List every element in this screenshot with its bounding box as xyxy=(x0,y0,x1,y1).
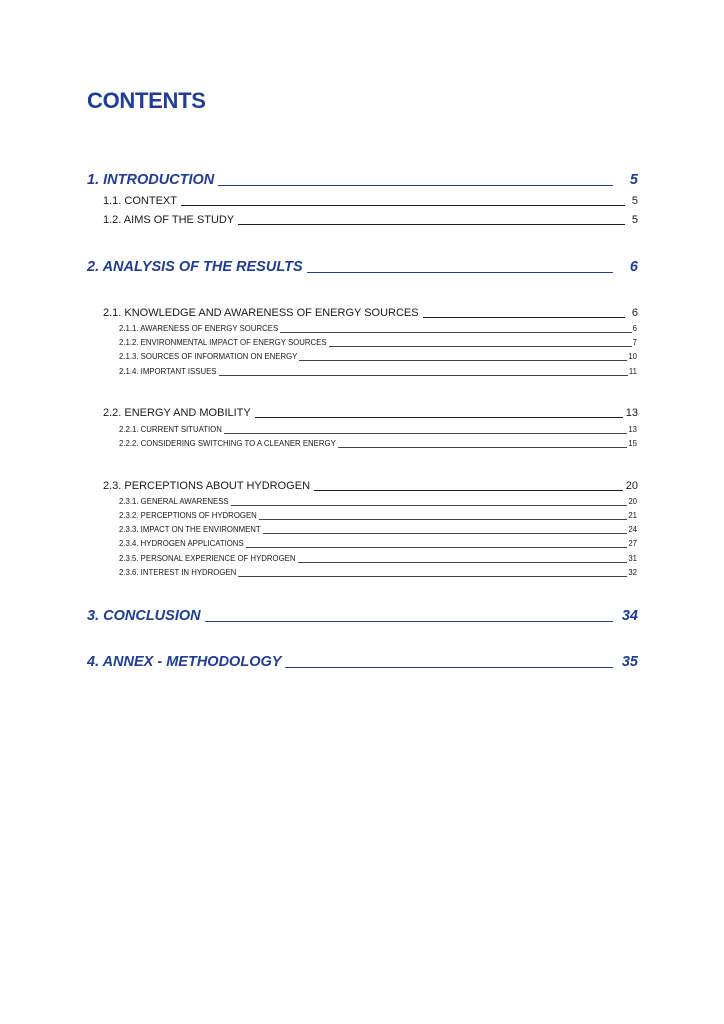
toc-entry-label: 3. CONCLUSION xyxy=(87,608,201,624)
toc-leader-line xyxy=(238,224,625,225)
toc-leader-line xyxy=(314,490,623,491)
toc-leader-line xyxy=(224,433,627,434)
toc-entry-label: 2.3. PERCEPTIONS ABOUT HYDROGEN xyxy=(103,480,311,492)
toc-page-number: 13 xyxy=(628,425,637,434)
toc-page-number: 13 xyxy=(625,407,638,419)
toc-page-number: 35 xyxy=(621,654,638,670)
toc-leader-line xyxy=(298,562,628,563)
toc-page-number: 5 xyxy=(631,195,638,207)
toc-leader-line xyxy=(307,272,613,273)
toc-page-number: 6 xyxy=(629,259,638,275)
toc-leader-line xyxy=(299,360,627,361)
toc-page-number: 5 xyxy=(629,172,638,188)
toc-leader-line xyxy=(329,346,632,347)
toc-entry-impact-on-the-environment[interactable] xyxy=(119,524,637,536)
toc-page-number: 11 xyxy=(628,367,637,376)
toc-page-number: 31 xyxy=(628,554,637,563)
toc-entry-interest-in-hydrogen[interactable] xyxy=(119,567,637,579)
toc-entry-label: 2.2.2. CONSIDERING SWITCHING TO A CLEANER ENERGY xyxy=(119,439,336,448)
toc-page-number: 34 xyxy=(621,608,638,624)
toc-entry-label: 2.3.3. IMPACT ON THE ENVIRONMENT xyxy=(119,525,261,534)
toc-page-number: 6 xyxy=(632,324,637,333)
toc-leader-line xyxy=(285,667,613,668)
toc-leader-line xyxy=(181,205,625,206)
toc-entry-annex-methodology[interactable] xyxy=(87,652,638,672)
toc-entry-label: 2.3.4. HYDROGEN APPLICATIONS xyxy=(119,539,244,548)
toc-page-number: 24 xyxy=(628,525,637,534)
toc-leader-line xyxy=(423,317,625,318)
toc-page-number: 10 xyxy=(628,352,637,361)
toc-entry-label: 2.3.6. INTEREST IN HYDROGEN xyxy=(119,568,237,577)
toc-entry-awareness-of-energy-sources[interactable] xyxy=(119,323,637,335)
toc-entry-label: 1.1. CONTEXT xyxy=(103,195,177,207)
toc-page-number: 20 xyxy=(625,480,638,492)
toc-leader-line xyxy=(238,576,627,577)
toc-page-number: 21 xyxy=(628,511,637,520)
toc-entry-conclusion[interactable] xyxy=(87,606,638,626)
toc-page-number: 20 xyxy=(628,497,637,506)
toc-entry-label: 2.1.3. SOURCES OF INFORMATION ON ENERGY xyxy=(119,352,298,361)
toc-entry-label: 2.1.4. IMPORTANT ISSUES xyxy=(119,367,217,376)
toc-leader-line xyxy=(338,447,628,448)
toc-entry-label: 2. ANALYSIS OF THE RESULTS xyxy=(87,259,303,275)
toc-entry-current-situation[interactable] xyxy=(119,424,637,436)
toc-entry-label: 2.2. ENERGY AND MOBILITY xyxy=(103,407,251,419)
toc-entry-perceptions-of-hydrogen[interactable] xyxy=(119,510,637,522)
toc-entry-personal-experience-of-hydrogen[interactable] xyxy=(119,553,637,565)
toc-leader-line xyxy=(255,417,623,418)
toc-entry-knowledge-and-awareness[interactable] xyxy=(103,305,638,321)
toc-leader-line xyxy=(280,332,631,333)
toc-entry-label: 2.1.1. AWARENESS OF ENERGY SOURCES xyxy=(119,324,279,333)
toc-leader-line xyxy=(231,505,628,506)
toc-entry-general-awareness[interactable] xyxy=(119,496,637,508)
toc-entry-environmental-impact-of-energy-sources[interactable] xyxy=(119,337,637,349)
toc-entry-introduction[interactable] xyxy=(87,170,638,190)
toc-entry-label: 1. INTRODUCTION xyxy=(87,172,215,188)
toc-page-number: 5 xyxy=(631,214,638,226)
toc-entry-perceptions-about-hydrogen[interactable] xyxy=(103,478,638,494)
toc-entry-context[interactable] xyxy=(103,193,638,209)
toc-leader-line xyxy=(205,621,613,622)
toc-entry-label: 2.1.2. ENVIRONMENTAL IMPACT OF ENERGY SOURCES xyxy=(119,338,327,347)
toc-entry-label: 2.2.1. CURRENT SITUATION xyxy=(119,425,222,434)
toc-page-number: 15 xyxy=(628,439,637,448)
toc-entry-considering-switching[interactable] xyxy=(119,438,637,450)
toc-entry-label: 2.1. KNOWLEDGE AND AWARENESS OF ENERGY SOURCES xyxy=(103,307,419,319)
toc-entry-analysis-of-the-results[interactable] xyxy=(87,257,638,277)
toc-entry-energy-and-mobility[interactable] xyxy=(103,405,638,421)
toc-entry-important-issues[interactable] xyxy=(119,366,637,378)
toc-entry-label: 4. ANNEX - METHODOLOGY xyxy=(87,654,282,670)
toc-leader-line xyxy=(218,185,613,186)
toc-entry-label: 1.2. AIMS OF THE STUDY xyxy=(103,214,235,226)
toc-entry-hydrogen-applications[interactable] xyxy=(119,538,637,550)
toc-leader-line xyxy=(219,375,628,376)
toc-entry-label: 2.3.5. PERSONAL EXPERIENCE OF HYDROGEN xyxy=(119,554,296,563)
toc-entry-aims-of-the-study[interactable] xyxy=(103,212,638,228)
toc-leader-line xyxy=(259,519,628,520)
toc-entry-label: 2.3.2. PERCEPTIONS OF HYDROGEN xyxy=(119,511,257,520)
toc-page-number: 27 xyxy=(628,539,637,548)
toc-page-number: 7 xyxy=(632,338,637,347)
toc-page-number: 32 xyxy=(628,568,637,577)
toc-entry-label: 2.3.1. GENERAL AWARENESS xyxy=(119,497,229,506)
toc-leader-line xyxy=(263,533,628,534)
toc-entry-sources-of-information-on-energy[interactable] xyxy=(119,351,637,363)
toc-leader-line xyxy=(246,547,628,548)
page-title: CONTENTS xyxy=(87,88,206,113)
toc-page-number: 6 xyxy=(631,307,638,319)
